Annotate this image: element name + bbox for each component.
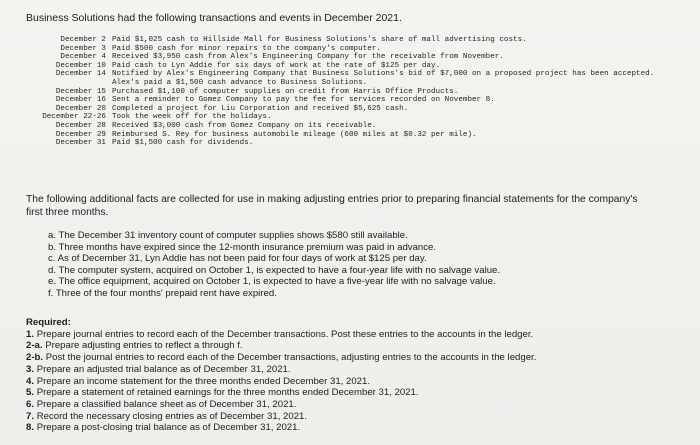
transaction-date: December 29 bbox=[55, 130, 106, 139]
transaction-description: Received $3,000 cash from Gomez Company on its receivable. bbox=[112, 121, 377, 130]
transaction-row bbox=[14, 96, 700, 105]
transaction-row bbox=[14, 88, 700, 97]
transaction-row bbox=[14, 45, 700, 54]
transaction-date: December 22-26 bbox=[42, 113, 106, 122]
required-item-number: 5. bbox=[26, 387, 35, 399]
fact-item: e. The office equipment, acquired on October 1, is expected to have a five-year life with no salvage value. bbox=[48, 276, 496, 288]
transaction-row bbox=[14, 62, 700, 71]
transaction-date: December 3 bbox=[60, 44, 106, 53]
required-item bbox=[26, 399, 536, 411]
required-item bbox=[26, 411, 536, 423]
transaction-description: Paid cash to Lyn Addie for six days of work at the rate of $125 per day. bbox=[112, 61, 441, 70]
transaction-date: December 20 bbox=[55, 104, 106, 113]
required-heading: Required: bbox=[26, 317, 71, 328]
required-item-text: Prepare adjusting entries to reflect a through f. bbox=[45, 340, 243, 352]
required-item-text: Prepare a classified balance sheet as of December 31, 2021. bbox=[36, 398, 297, 410]
transaction-date: December 15 bbox=[55, 87, 106, 96]
transaction-description: Paid $1,025 cash to Hillside Mall for Business Solutions's share of mall advertising costs. bbox=[112, 36, 527, 44]
required-list bbox=[26, 329, 536, 434]
required-item-number: 6. bbox=[26, 398, 35, 410]
transaction-date: December 14 bbox=[55, 70, 106, 79]
transaction-date: December 28 bbox=[55, 121, 106, 130]
fact-item: c. As of December 31, Lyn Addie has not been paid for four days of work at $125 per day. bbox=[48, 253, 427, 265]
transaction-description: Completed a project for Liu Corporation and received $5,625 cash. bbox=[112, 104, 409, 113]
transaction-description: Purchased $1,100 of computer supplies on credit from Harris Office Products. bbox=[112, 87, 459, 96]
transaction-row bbox=[14, 113, 700, 122]
transaction-date: December 16 bbox=[55, 96, 106, 105]
transaction-date: December 10 bbox=[55, 61, 106, 70]
transaction-description: Paid $500 cash for minor repairs to the company's computer. bbox=[112, 44, 381, 53]
required-item bbox=[26, 340, 536, 352]
additional-facts-list bbox=[48, 230, 500, 300]
required-item-text: Post the journal entries to record each of the December transactions, adjusting entries to the accounts in the ledger. bbox=[45, 352, 537, 364]
additional-facts-intro: The following additional facts are collected for use in making adjusting entries prior to preparing financial statements for the company's first three months. bbox=[26, 194, 638, 218]
required-item-text: Prepare an income statement for the three months ended December 31, 2021. bbox=[36, 375, 371, 387]
transaction-row bbox=[14, 139, 700, 148]
transaction-date: December 4 bbox=[60, 53, 106, 62]
required-item-number: 4. bbox=[26, 375, 35, 387]
required-item-number: 2-b. bbox=[26, 352, 44, 364]
required-item bbox=[26, 364, 536, 376]
transaction-description: Notified by Alex's Engineering Company that Business Solutions's bid of $7,000 on a proposed project has been accepted. Alex's paid a $1,500 cash advance to Business Solutions. bbox=[112, 70, 655, 87]
transaction-row bbox=[14, 36, 700, 45]
required-item-text: Record the necessary closing entries as of December 31, 2021. bbox=[36, 410, 308, 422]
fact-item: f. Three of the four months' prepaid rent have expired. bbox=[48, 287, 277, 299]
required-item-number: 7. bbox=[26, 410, 35, 422]
fact-item: a. The December 31 inventory count of computer supplies shows $580 still available. bbox=[48, 230, 408, 241]
intro-text: Business Solutions had the following transactions and events in December 2021. bbox=[26, 12, 402, 24]
transaction-description: Reimbursed S. Rey for business automobile mileage (600 miles at $0.32 per mile). bbox=[112, 130, 477, 139]
transactions-list bbox=[14, 36, 700, 148]
transaction-description: Received $3,950 cash from Alex's Engineering Company for the receivable from November. bbox=[112, 53, 504, 62]
transaction-row bbox=[14, 131, 700, 140]
fact-item: d. The computer system, acquired on October 1, is expected to have a four-year life with no salvage value. bbox=[48, 264, 501, 276]
required-item-text: Prepare a post-closing trial balance as of December 31, 2021. bbox=[36, 422, 301, 434]
required-item-text: Prepare journal entries to record each of the December transactions. Post these entries to the accounts in the ledger. bbox=[36, 328, 534, 340]
fact-item: b. Three months have expired since the 12-month insurance premium was paid in advance. bbox=[48, 241, 437, 253]
required-item-number: 2-a. bbox=[26, 340, 43, 352]
required-item-text: Prepare an adjusted trial balance as of December 31, 2021. bbox=[36, 363, 291, 375]
required-item-number: 1. bbox=[26, 328, 35, 340]
required-section bbox=[26, 317, 536, 434]
transaction-row bbox=[14, 70, 700, 87]
transaction-row bbox=[14, 122, 700, 131]
required-item-number: 8. bbox=[26, 422, 35, 434]
transaction-row bbox=[14, 53, 700, 62]
required-item bbox=[26, 376, 536, 388]
transaction-date: December 2 bbox=[60, 36, 106, 44]
required-item-number: 3. bbox=[26, 363, 35, 375]
required-item bbox=[26, 387, 536, 399]
required-item bbox=[26, 352, 536, 364]
required-item bbox=[26, 422, 536, 434]
required-item-text: Prepare a statement of retained earnings for the three months ended December 31, 2021. bbox=[36, 387, 419, 399]
transaction-date: December 31 bbox=[55, 139, 106, 148]
transaction-description: Paid $1,500 cash for dividends. bbox=[112, 139, 254, 148]
required-item bbox=[26, 329, 536, 341]
transaction-description: Sent a reminder to Gomez Company to pay the fee for services recorded on November 8. bbox=[112, 96, 495, 105]
transaction-row bbox=[14, 105, 700, 114]
transaction-description: Took the week off for the holidays. bbox=[112, 113, 272, 122]
